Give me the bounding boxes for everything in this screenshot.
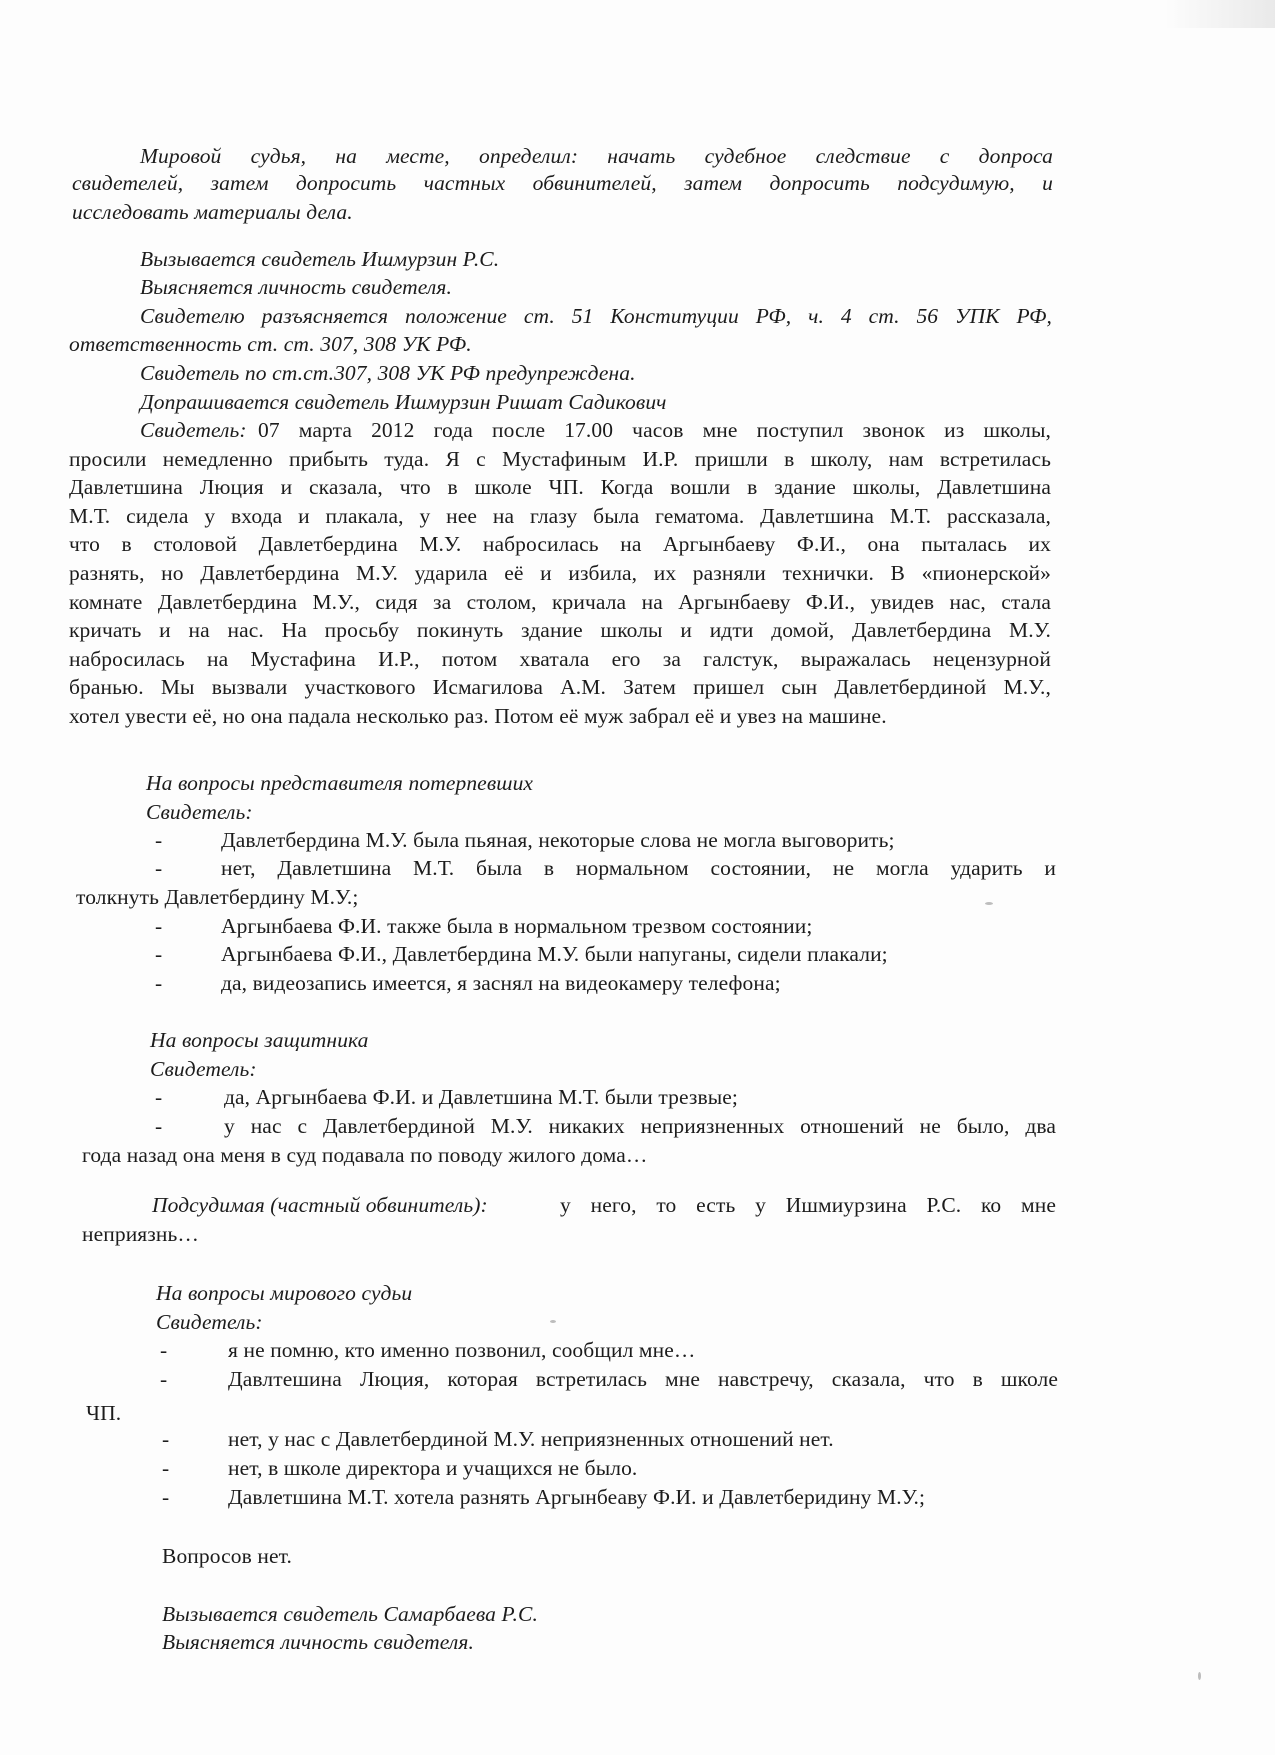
- rep-questions-heading: На вопросы представителя потерпевших: [146, 771, 534, 795]
- witness2-called: Вызывается свидетель Самарбаева Р.С.: [162, 1602, 538, 1626]
- rep-answer-2-cont: толкнуть Давлетбердину М.У.;: [76, 885, 359, 909]
- intro-line-3: исследовать материалы дела.: [72, 200, 353, 224]
- judge-answer-2: Давлтешина Люция, которая встретилась мне навстречу, сказала, что в школе: [228, 1367, 1058, 1391]
- testimony-line-5: что в столовой Давлетбердина М.У. набросилась на Аргынбаеву Ф.И., она пыталась их: [69, 532, 1051, 556]
- rep-answer-1: Давлетбердина М.У. была пьяная, некоторые слова не могла выговорить;: [221, 828, 895, 852]
- list-dash: -: [155, 1085, 163, 1109]
- testimony-line-8: кричать и на нас. На просьбу покинуть здание школы и идти домой, Давлетбердина М.У.: [69, 618, 1051, 642]
- intro-line-1: Мировой судья, на месте, определил: начать судебное следствие с допроса: [140, 144, 1053, 168]
- list-dash: -: [155, 942, 163, 966]
- scan-edge-shadow: [1165, 0, 1275, 28]
- list-dash: -: [155, 971, 163, 995]
- scan-speck: [550, 1320, 556, 1323]
- testimony-speaker: Свидетель:: [140, 418, 247, 442]
- rep-answer-5: да, видеозапись имеется, я заснял на видеокамеру телефона;: [221, 971, 781, 995]
- def-questions-speaker: Свидетель:: [150, 1057, 257, 1081]
- list-dash: -: [155, 1114, 163, 1138]
- witness1-called: Вызывается свидетель Ишмурзин Р.С.: [140, 247, 500, 271]
- testimony-line-1: 07 марта 2012 года после 17.00 часов мне поступил звонок из школы,: [258, 418, 1051, 442]
- scan-speck: [1198, 1672, 1201, 1680]
- rep-answer-3: Аргынбаева Ф.И. также была в нормальном трезвом состоянии;: [221, 914, 813, 938]
- witness2-identity: Выясняется личность свидетеля.: [162, 1630, 474, 1654]
- defendant-remark-cont: неприязнь…: [82, 1222, 200, 1246]
- rep-questions-speaker: Свидетель:: [146, 800, 253, 824]
- judge-questions-heading: На вопросы мирового судьи: [156, 1281, 413, 1305]
- testimony-line-11: хотел увести её, но она падала несколько раз. Потом её муж забрал её и увез на машине.: [69, 704, 887, 728]
- witness1-interrogated: Допрашивается свидетель Ишмурзин Ришат Садикович: [140, 390, 667, 414]
- def-questions-heading: На вопросы защитника: [150, 1028, 369, 1052]
- testimony-line-4: М.Т. сидела у входа и плакала, у нее на глазу была гематома. Давлетшина М.Т. рассказала,: [69, 504, 1051, 528]
- witness1-identity: Выясняется личность свидетеля.: [140, 275, 452, 299]
- testimony-line-2: просили немедленно прибыть туда. Я с Мустафиным И.Р. пришли в школу, нам встретилась: [69, 447, 1051, 471]
- judge-answer-4: нет, в школе директора и учащихся не было.: [228, 1456, 638, 1480]
- list-dash: -: [160, 1338, 168, 1362]
- judge-questions-speaker: Свидетель:: [156, 1310, 263, 1334]
- def-answer-2: у нас с Давлетбердиной М.У. никаких неприязненных отношений не было, два: [224, 1114, 1056, 1138]
- list-dash: -: [155, 856, 163, 880]
- witness1-rights-line-2: ответственность ст. ст. 307, 308 УК РФ.: [69, 332, 472, 356]
- scan-speck: [985, 902, 993, 905]
- testimony-line-9: набросилась на Мустафина И.Р., потом хватала его за галстук, выражалась нецензурной: [69, 647, 1051, 671]
- witness1-warned: Свидетель по ст.ст.307, 308 УК РФ предупреждена.: [140, 361, 636, 385]
- witness1-rights-line-1: Свидетелю разъясняется положение ст. 51 Конституции РФ, ч. 4 ст. 56 УПК РФ,: [140, 304, 1052, 328]
- defendant-remark-text: у него, то есть у Ишмиурзина Р.С. ко мне: [560, 1193, 1056, 1217]
- list-dash: -: [155, 914, 163, 938]
- list-dash: -: [162, 1427, 170, 1451]
- judge-answer-1: я не помню, кто именно позвонил, сообщил мне…: [228, 1338, 696, 1362]
- list-dash: -: [162, 1485, 170, 1509]
- judge-answer-3: нет, у нас с Давлетбердиной М.У. неприязненных отношений нет.: [228, 1427, 834, 1451]
- judge-answer-2-cont: ЧП.: [86, 1401, 122, 1425]
- list-dash: -: [155, 828, 163, 852]
- testimony-line-7: комнате Давлетбердина М.У., сидя за столом, кричала на Аргынбаеву Ф.И., увидев нас, стала: [69, 590, 1051, 614]
- testimony-line-3: Давлетшина Люция и сказала, что в школе ЧП. Когда вошли в здание школы, Давлетшина: [69, 475, 1051, 499]
- defendant-speaker: Подсудимая (частный обвинитель):: [152, 1193, 488, 1217]
- def-answer-2-cont: года назад она меня в суд подавала по поводу жилого дома…: [82, 1143, 648, 1167]
- rep-answer-4: Аргынбаева Ф.И., Давлетбердина М.У. были напуганы, сидели плакали;: [221, 942, 888, 966]
- list-dash: -: [162, 1456, 170, 1480]
- judge-answer-5: Давлетшина М.Т. хотела разнять Аргынбеаву Ф.И. и Давлетберидину М.У.;: [228, 1485, 926, 1509]
- list-dash: -: [160, 1367, 168, 1391]
- intro-line-2: свидетелей, затем допросить частных обвинителей, затем допросить подсудимую, и: [72, 171, 1053, 195]
- testimony-line-6: разнять, но Давлетбердина М.У. ударила её и избила, их разняли технички. В «пионерской»: [69, 561, 1051, 585]
- no-questions: Вопросов нет.: [162, 1544, 292, 1568]
- def-answer-1: да, Аргынбаева Ф.И. и Давлетшина М.Т. были трезвые;: [224, 1085, 738, 1109]
- testimony-line-10: бранью. Мы вызвали участкового Исмагилова А.М. Затем пришел сын Давлетбердиной М.У.,: [69, 675, 1051, 699]
- rep-answer-2: нет, Давлетшина М.Т. была в нормальном состоянии, не могла ударить и: [221, 856, 1056, 880]
